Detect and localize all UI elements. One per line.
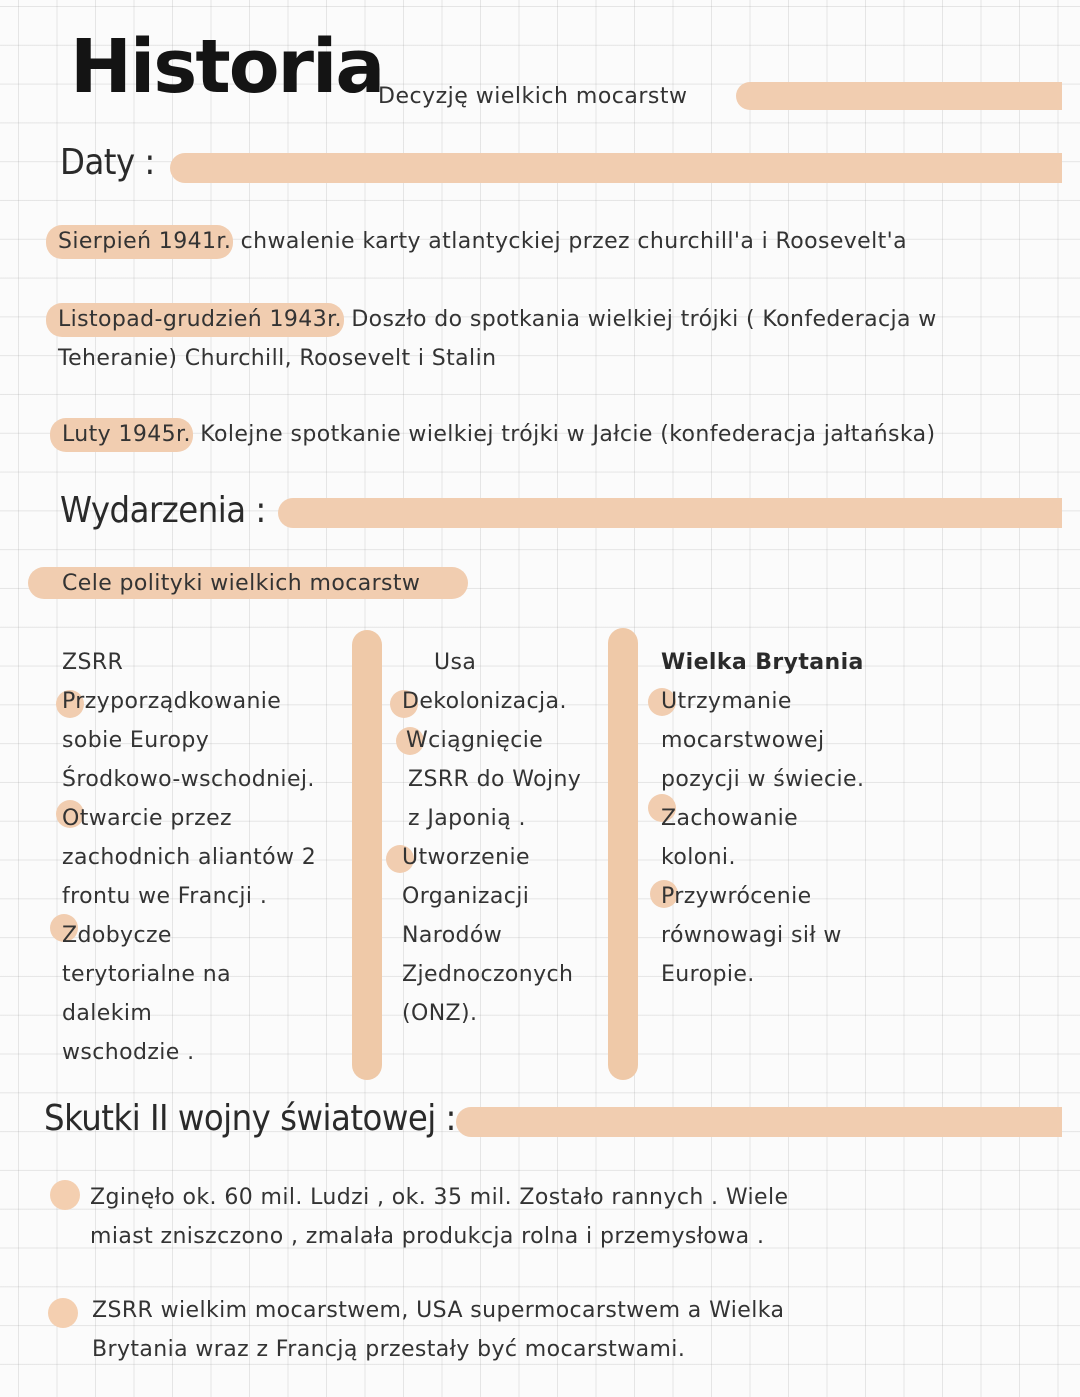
column-line: sobie Europy [62, 728, 210, 753]
column-line: wschodzie . [62, 1040, 195, 1065]
events-heading: Wydarzenia : [60, 490, 266, 531]
column-zsrr [62, 643, 316, 1072]
column-line: Zdobycze [62, 923, 172, 948]
column-line: Wciągnięcie [406, 728, 544, 753]
page-title: Historia [70, 24, 384, 110]
column-title: ZSRR [62, 650, 124, 675]
column-divider [608, 628, 638, 1080]
date-label: Luty 1945r. [50, 418, 193, 452]
date-text: chwalenie karty atlantyckiej przez churchill'a i Roosevelt'a [240, 229, 907, 254]
date-text: Kolejne spotkanie wielkiej trójki w Jałcie (konfederacja jałtańska) [200, 422, 936, 447]
column-line: Europie. [661, 962, 755, 987]
column-line: Przywrócenie [661, 884, 812, 909]
effect-item-1 [90, 1178, 788, 1256]
column-line: (ONZ). [402, 1001, 478, 1026]
column-line: Przyporządkowanie [62, 689, 282, 714]
column-line: Otwarcie przez [62, 806, 232, 831]
column-line: Zachowanie [661, 806, 799, 831]
column-line: Zjednoczonych [402, 962, 574, 987]
column-title: Wielka Brytania [661, 650, 864, 675]
bullet-dot [48, 1298, 78, 1328]
dates-heading-bar [170, 153, 1062, 183]
column-line: Utrzymanie [661, 689, 792, 714]
column-line: terytorialne na [62, 962, 231, 987]
column-line: mocarstwowej [661, 728, 825, 753]
effects-heading: Skutki II wojny światowej : [44, 1098, 456, 1139]
effect-line: Zginęło ok. 60 mil. Ludzi , ok. 35 mil. Zostało rannych . Wiele [90, 1185, 789, 1210]
column-line: koloni. [661, 845, 736, 870]
date-label: Listopad-grudzień 1943r. [46, 303, 344, 337]
date-text: Doszło do spotkania wielkiej trójki ( Konfederacja w [351, 307, 937, 332]
column-line: Środkowo-wschodniej. [62, 767, 315, 792]
column-line: zachodnich aliantów 2 [62, 845, 317, 870]
column-divider [352, 630, 382, 1080]
effect-line: miast zniszczono , zmalała produkcja rolna i przemysłowa . [90, 1224, 765, 1249]
effects-heading-bar [456, 1107, 1062, 1137]
effect-item-2 [92, 1291, 784, 1369]
date-item-2 [58, 300, 937, 378]
date-text-line2: Teheranie) Churchill, Roosevelt i Stalin [58, 346, 497, 371]
column-wielka-brytania [661, 643, 864, 994]
column-line: równowagi sił w [661, 923, 842, 948]
column-line: dalekim [62, 1001, 153, 1026]
events-heading-bar [278, 498, 1062, 528]
column-line: Narodów [402, 923, 503, 948]
date-label: Sierpień 1941r. [46, 225, 233, 259]
column-line: Organizacji [402, 884, 530, 909]
subtitle-highlight-bar [736, 82, 1062, 110]
column-line: z Japonią . [408, 806, 526, 831]
column-line: pozycji w świecie. [661, 767, 865, 792]
effect-line: ZSRR wielkim mocarstwem, USA supermocarstwem a Wielka [92, 1298, 785, 1323]
events-subheading: Cele polityki wielkich mocarstw [62, 571, 421, 596]
column-line: Dekolonizacja. [402, 689, 567, 714]
date-item-3 [62, 415, 936, 454]
bullet-dot [50, 1180, 80, 1210]
column-usa-title: Usa [434, 650, 477, 675]
date-item-1 [58, 222, 907, 261]
column-line: frontu we Francji . [62, 884, 268, 909]
dates-heading: Daty : [60, 142, 155, 183]
column-line: ZSRR do Wojny [408, 767, 582, 792]
page-subtitle: Decyzję wielkich mocarstw [378, 84, 688, 109]
column-line: Utworzenie [402, 845, 530, 870]
effect-line: Brytania wraz z Francją przestały być mocarstwami. [92, 1337, 686, 1362]
column-usa [402, 682, 581, 1033]
